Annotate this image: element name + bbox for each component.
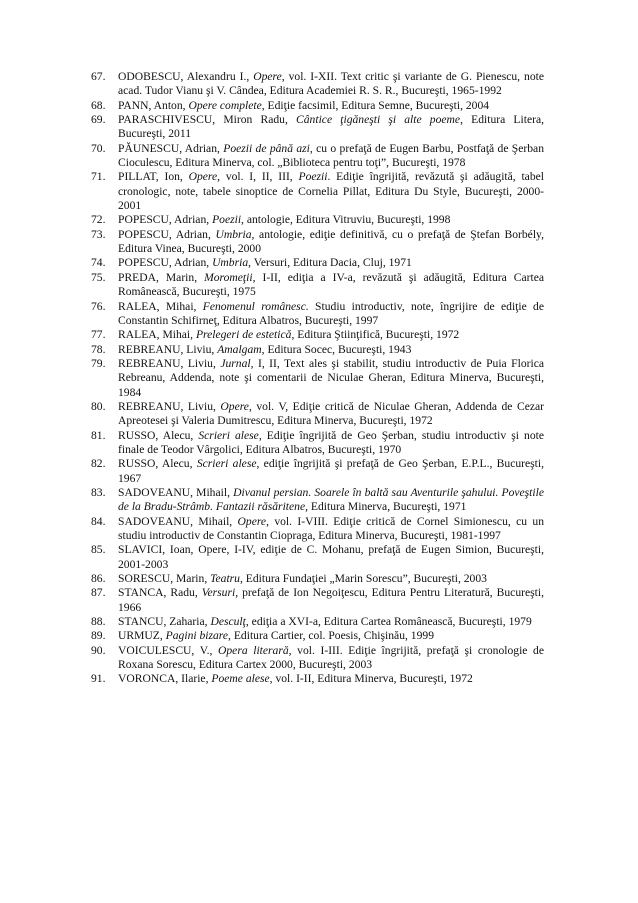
entry-text xyxy=(118,629,544,643)
work-title: Moromeţii xyxy=(204,270,253,284)
bibliography-entry xyxy=(91,486,544,515)
bibliography-entry xyxy=(91,328,544,342)
work-title: Umbria xyxy=(212,256,249,270)
work-title: Opere xyxy=(188,170,218,184)
entry-text xyxy=(118,328,544,342)
entry-text xyxy=(118,142,544,171)
entry-text xyxy=(118,256,544,270)
entry-number: 70. xyxy=(91,141,106,155)
work-title: Poezii xyxy=(298,170,328,184)
entry-text-segment: PILLAT, Ion, xyxy=(118,170,189,184)
bibliography-entry xyxy=(91,644,544,673)
entry-text-segment: , Editura Cartier, col. Poesis, Chişinău, 1999 xyxy=(228,629,434,643)
entry-text-segment: , vol. I-III. Ediţie îngrijită, prefaţă şi cronologie de Roxana Sorescu, Editura Cartex 2000, Bucureşti, 2003 xyxy=(118,643,544,672)
entry-text xyxy=(118,99,544,113)
entry-text xyxy=(118,615,544,629)
entry-text-segment: STANCA, Radu, xyxy=(118,586,202,600)
entry-text-segment: Studiu introductiv, note, îngrijire de ediţie de Constantin Schifirneţ, Editura Albatros, Bucureşti, 1997 xyxy=(118,299,544,327)
work-title: Scrieri alese xyxy=(196,457,257,471)
entry-number: 74. xyxy=(91,256,106,270)
entry-text-segment: , cu o prefaţă de Eugen Barbu, Postfaţă de Şerban Cioculescu, Editura Minerva, col. „Biblioteca pentru toţi”, Bucureşti, 1978 xyxy=(118,141,545,170)
entry-text xyxy=(118,228,544,257)
bibliography-entry xyxy=(91,629,544,643)
entry-text xyxy=(118,70,544,99)
bibliography-entry xyxy=(91,70,544,99)
entry-text-segment: , Editura Litera, Bucureşti, 2011 xyxy=(118,113,544,141)
bibliography-entry xyxy=(91,400,544,429)
work-title: Opere complete xyxy=(188,98,262,112)
entry-text-segment: , antologie, Editura Vitruviu, Bucureşti, 1998 xyxy=(241,213,451,227)
entry-text-segment: RUSSO, Alecu, xyxy=(118,457,197,471)
work-title: Versuri xyxy=(201,586,236,600)
work-title: Jurnal xyxy=(220,356,251,370)
entry-text-segment: , Editura Minerva, Bucureşti, 1971 xyxy=(305,500,467,514)
entry-text-segment: SLAVICI, Ioan, Opere, I-IV, ediţie de C. Mohanu, prefaţă de Eugen Simion, Bucureşti, 2001-2003 xyxy=(118,543,544,571)
entry-text xyxy=(118,586,544,615)
entry-number: 87. xyxy=(91,586,106,600)
entry-text-segment: PARASCHIVESCU, Miron Radu, xyxy=(118,113,297,127)
entry-text xyxy=(118,429,544,458)
entry-number: 88. xyxy=(91,615,106,629)
entry-number: 75. xyxy=(91,270,106,284)
work-title: Amalgam xyxy=(217,342,262,356)
bibliography-entry xyxy=(91,228,544,257)
entry-text xyxy=(118,457,544,486)
entry-number: 91. xyxy=(91,672,106,686)
entry-text xyxy=(118,357,544,400)
entry-text-segment: , Editura Socec, Bucureşti, 1943 xyxy=(261,342,412,356)
work-title: Opere xyxy=(237,514,267,528)
entry-text xyxy=(118,543,544,572)
entry-text xyxy=(118,170,544,213)
entry-text xyxy=(118,113,544,142)
bibliography-entry xyxy=(91,170,544,213)
entry-text-segment: , prefaţă de Ion Negoiţescu, Editura Pentru Literatură, Bucureşti, 1966 xyxy=(118,586,544,614)
entry-text xyxy=(118,572,544,586)
bibliography-entry xyxy=(91,457,544,486)
work-title: Pagini bizare xyxy=(165,629,229,643)
entry-text xyxy=(118,300,544,329)
entry-text-segment: RALEA, Mihai, xyxy=(118,328,196,342)
entry-text-segment: , Ediţie îngrijită de Geo Şerban, studiu introductiv şi note finale de Teodor Vârgolici, Editura Albatros, Bucureşti, 1970 xyxy=(118,428,544,456)
entry-number: 77. xyxy=(91,328,106,342)
entry-text-segment: , ediţia a XVI-a, Editura Cartea Românească, Bucureşti, 1979 xyxy=(245,615,532,629)
work-title: Desculţ xyxy=(210,615,246,629)
bibliography-entry xyxy=(91,343,544,357)
bibliography-entry xyxy=(91,429,544,458)
work-title: Scrieri alese xyxy=(198,428,259,442)
entry-text-segment: , I-II, ediţia a IV-a, revăzută şi adăugită, Editura Cartea Românească, Bucureşti, 1975 xyxy=(118,270,545,299)
entry-text xyxy=(118,672,544,686)
entry-number: 78. xyxy=(91,342,106,356)
work-title: Poeme alese xyxy=(211,672,270,686)
work-title: Cântice ţigăneşti şi alte poeme xyxy=(296,113,461,127)
entry-text-segment: RUSSO, Alecu, xyxy=(118,428,199,442)
entry-text-segment: VOICULESCU, V., xyxy=(118,643,218,657)
entry-number: 85. xyxy=(91,543,106,557)
entry-text xyxy=(118,213,544,227)
bibliography-entry xyxy=(91,142,544,171)
entry-text xyxy=(118,343,544,357)
entry-text-segment: POPESCU, Adrian, xyxy=(118,213,213,227)
work-title: Umbria xyxy=(215,227,252,241)
entry-text-segment: REBREANU, Liviu, xyxy=(118,342,218,356)
entry-number: 81. xyxy=(91,428,106,442)
work-title: Poezii xyxy=(212,213,242,227)
entry-text-segment: POPESCU, Adrian, xyxy=(118,256,213,270)
entry-text-segment: REBREANU, Liviu, xyxy=(118,399,221,413)
entry-text-segment: SADOVEANU, Mihail, xyxy=(118,514,238,528)
work-title: Opera literară xyxy=(218,643,289,657)
bibliography-entry xyxy=(91,543,544,572)
entry-text-segment: , ediţie îngrijită şi prefaţă de Geo Şerban, E.P.L., Bucureşti, 1967 xyxy=(118,457,544,485)
entry-text-segment: SORESCU, Marin, xyxy=(118,572,211,586)
entry-text-segment: SADOVEANU, Mihail, xyxy=(118,485,234,499)
entry-text-segment: ODOBESCU, Alexandru I., xyxy=(118,70,254,83)
entry-text-segment: , vol. I-II, Editura Minerva, Bucureşti, 1972 xyxy=(269,672,473,686)
entry-text xyxy=(118,644,544,673)
entry-text xyxy=(118,271,544,300)
entry-text-segment: , antologie, ediţie definitivă, cu o prefaţă de Ştefan Borbély, Editura Vinea, Bucureşti, 2000 xyxy=(118,227,544,256)
bibliography-entry xyxy=(91,515,544,544)
entry-text-segment: URMUZ, xyxy=(118,629,166,643)
entry-text-segment: , Versuri, Editura Dacia, Cluj, 1971 xyxy=(248,256,412,270)
bibliography-entry xyxy=(91,213,544,227)
entry-text-segment: PANN, Anton, xyxy=(118,98,189,112)
entry-number: 76. xyxy=(91,299,106,313)
entry-number: 89. xyxy=(91,629,106,643)
entry-text xyxy=(118,400,544,429)
bibliography-entry xyxy=(91,586,544,615)
entry-number: 67. xyxy=(91,70,106,83)
bibliography-entry xyxy=(91,357,544,400)
work-title: Prelegeri de estetică xyxy=(195,328,292,342)
entry-text xyxy=(118,515,544,544)
entry-number: 84. xyxy=(91,514,106,528)
work-title: Divanul persian. Soarele în baltă sau Aventurile şahului. Poveştile de la Bradu-Strâmb. Fantazii răsăritene xyxy=(118,485,544,514)
bibliography-list xyxy=(91,70,544,687)
entry-text-segment: , vol. I-XII. Text critic şi variante de G. Pienescu, note acad. Tudor Vianu şi V. Cândea, Editura Academiei R. S. R., Bucureşti, 1965-1992 xyxy=(118,70,544,98)
bibliography-entry xyxy=(91,271,544,300)
entry-number: 90. xyxy=(91,643,106,657)
entry-text-segment: RALEA, Mihai, xyxy=(118,299,203,313)
entry-number: 71. xyxy=(91,170,106,184)
entry-text-segment: , Editura Fundaţiei „Marin Sorescu”, Bucureşti, 2003 xyxy=(239,572,487,586)
entry-text-segment: , vol. V, Ediţie critică de Niculae Gheran, Addenda de Cezar Apreotesei şi Valeria Dumitrescu, Editura Minerva, Bucureşti, 1972 xyxy=(118,399,544,428)
entry-text-segment: . Ediţie îngrijită, revăzută şi adăugită, tabel cronologic, note, tabele sinoptice de Cornelia Pillat, Editura Du Style, Bucureşti, 2000-2001 xyxy=(118,170,544,213)
bibliography-entry xyxy=(91,615,544,629)
entry-text-segment: , Editura Ştiinţifică, Bucureşti, 1972 xyxy=(291,328,460,342)
bibliography-entry xyxy=(91,672,544,686)
bibliography-entry xyxy=(91,256,544,270)
entry-text-segment: , I, II, Text ales şi stabilit, studiu introductiv de Puia Florica Rebreanu, Addenda, note şi comentarii de Niculae Gheran, Editura Minerva, Bucureşti, 1984 xyxy=(118,356,545,399)
entry-number: 73. xyxy=(91,227,106,241)
entry-text-segment: , vol. I, II, III, xyxy=(217,170,299,184)
entry-text-segment: POPESCU, Adrian, xyxy=(118,227,216,241)
bibliography-entry xyxy=(91,113,544,142)
entry-text-segment: VORONCA, Ilarie, xyxy=(118,672,212,686)
entry-text-segment: STANCU, Zaharia, xyxy=(118,615,211,629)
work-title: Poezii de până azi xyxy=(223,141,310,155)
entry-text-segment: PĂUNESCU, Adrian, xyxy=(118,141,224,155)
entry-number: 68. xyxy=(91,98,106,112)
entry-number: 72. xyxy=(91,213,106,227)
bibliography-entry xyxy=(91,300,544,329)
bibliography-entry xyxy=(91,99,544,113)
entry-text xyxy=(118,486,544,515)
entry-number: 82. xyxy=(91,457,106,471)
entry-number: 86. xyxy=(91,572,106,586)
work-title: Opere xyxy=(253,70,282,83)
entry-text-segment: , vol. I-VIII. Ediţie critică de Cornel Simionescu, cu un studiu introductiv de Constantin Ciopraga, Editura Minerva, Bucureşti, 1981-1997 xyxy=(118,514,544,542)
work-title: Teatru xyxy=(210,572,240,586)
entry-text-segment: , Ediţie facsimil, Editura Semne, Bucureşti, 2004 xyxy=(261,98,490,112)
bibliography-entry xyxy=(91,572,544,586)
entry-text-segment: REBREANU, Liviu, xyxy=(118,356,221,370)
entry-number: 69. xyxy=(91,113,106,127)
entry-text-segment: PREDA, Marin, xyxy=(118,270,205,284)
entry-number: 79. xyxy=(91,356,106,370)
entry-number: 83. xyxy=(91,485,106,499)
work-title: Fenomenul românesc. xyxy=(202,299,309,313)
work-title: Opere xyxy=(220,399,249,413)
entry-number: 80. xyxy=(91,399,106,413)
